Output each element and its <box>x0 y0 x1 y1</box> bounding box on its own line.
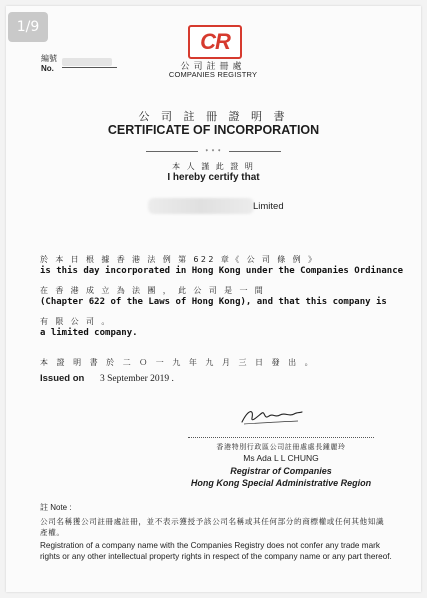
company-name-suffix: Limited <box>253 201 284 212</box>
number-underline <box>62 67 117 68</box>
redacted-company-name <box>148 198 254 214</box>
page-indicator: 1/9 <box>8 12 48 42</box>
signature-line <box>188 437 374 438</box>
redacted-number <box>62 58 112 66</box>
body-line-cn-2: 在 香 港 成 立 為 法 團 ， 此 公 司 是 一 間 <box>40 286 266 295</box>
divider-stars: * * * <box>205 148 222 155</box>
certify-text-en: I hereby certify that <box>167 172 260 183</box>
certificate-title-cn: 公 司 註 冊 證 明 書 <box>138 110 289 123</box>
body-line-en-2: (Chapter 622 of the Laws of Hong Kong), and that this company is <box>40 297 387 307</box>
agency-name-en: COMPANIES REGISTRY <box>168 70 258 79</box>
registrar-org-en: Hong Kong Special Administrative Region <box>190 478 372 488</box>
divider-line-left <box>146 151 198 152</box>
logo-text: CR <box>200 29 230 54</box>
number-label-cn: 編號 <box>41 54 57 63</box>
registrar-signature <box>238 404 304 428</box>
issued-date: 3 September 2019 . <box>100 374 174 384</box>
note-text-cn: 公司名稱獲公司註冊處註冊，並不表示獲授予該公司名稱或其任何部分的商標權或任何其他知識產權。 <box>40 517 385 537</box>
certify-text-cn: 本 人 謹 此 證 明 <box>172 162 255 171</box>
issue-date-cn: 本 證 明 書 於 二 Ｏ 一 九 年 九 月 三 日 發 出 。 <box>40 358 316 367</box>
registrar-title-en: Registrar of Companies <box>230 466 332 476</box>
note-label: 註 Note : <box>40 503 72 512</box>
companies-registry-logo <box>188 25 242 59</box>
note-text-en: Registration of a company name with the Companies Registry does not confer any trade mark rights or any other intellectual property rights in respect of the company name or any part thereof. <box>40 541 392 561</box>
issued-on-label: Issued on <box>40 373 85 384</box>
registrar-title-cn: 香港特別行政區公司註冊處處長鍾麗玲 <box>216 443 346 451</box>
registrar-name: Ms Ada L L CHUNG <box>243 453 319 463</box>
agency-name-cn: 公司註冊處 <box>180 62 246 72</box>
body-line-cn-3: 有 限 公 司 。 <box>40 317 112 326</box>
body-line-en-1: is this day incorporated in Hong Kong under the Companies Ordinance <box>40 266 404 276</box>
title-divider <box>146 147 281 156</box>
divider-line-right <box>229 151 281 152</box>
body-line-en-3: a limited company. <box>40 328 138 338</box>
number-label-en: No. <box>41 64 54 73</box>
certificate-title-en: CERTIFICATE OF INCORPORATION <box>107 123 320 137</box>
body-line-cn-1: 於 本 日 根 據 香 港 法 例 第 622 章《 公 司 條 例 》 <box>40 255 319 264</box>
